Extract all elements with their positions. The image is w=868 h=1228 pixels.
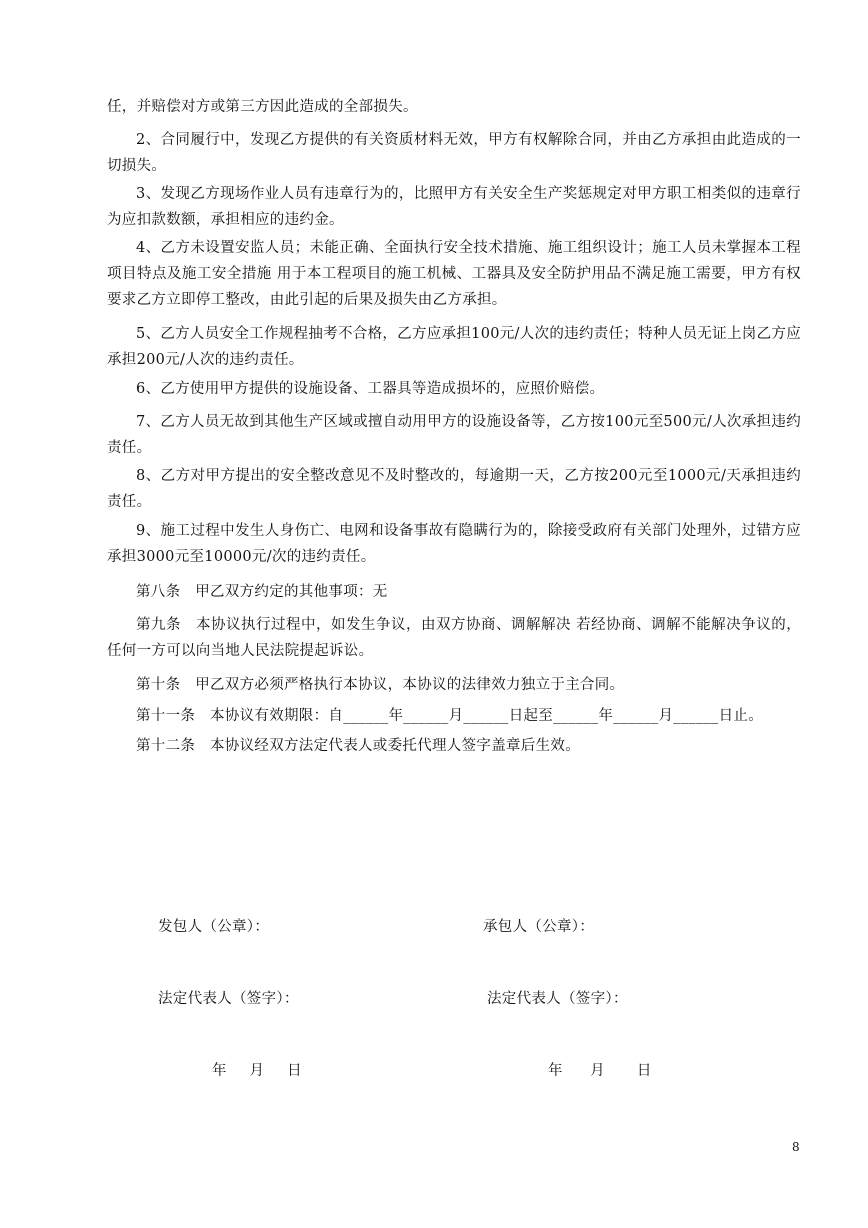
contractor-seal-label: 承包人（公章）：	[483, 919, 595, 935]
employer-representative-label: 法定代表人（签字）：	[158, 991, 299, 1007]
clause-4: 4、乙方未设置安监人员；未能正确、全面执行安全技术措施、施工组织设计；施工人员未掌握本工程项目特点及施工安全措施 用于本工程项目的施工机械、工器具及安全防护用品不满足施工需要，甲方有权要求乙方立即停工整改，由此引起的后果及损失由乙方承担。	[107, 240, 801, 308]
clause-8: 8、乙方对甲方提出的安全整改意见不及时整改的，每逾期一天，乙方按200元至1000元/天承担违约责任。	[107, 468, 801, 510]
article-10: 第十条 甲乙双方必须严格执行本协议，本协议的法律效力独立于主合同。	[136, 677, 625, 693]
paragraph-continuation: 任，并赔偿对方或第三方因此造成的全部损失。	[107, 99, 418, 115]
article-11: 第十一条 本协议有效期限：自______年______月______日起至______年______月______日止。	[136, 708, 763, 724]
contractor-representative-label: 法定代表人（签字）：	[487, 991, 628, 1007]
article-9: 第九条 本协议执行过程中，如发生争议，由双方协商、调解解决 若经协商、调解不能解决争议的，任何一方可以向当地人民法院提起诉讼。	[107, 617, 801, 659]
page-number: 8	[792, 1140, 800, 1154]
clause-2: 2、合同履行中，发现乙方提供的有关资质材料无效，甲方有权解除合同，并由乙方承担由此造成的一切损失。	[107, 132, 801, 174]
clause-6: 6、乙方使用甲方提供的设施设备、工器具等造成损坏的，应照价赔偿。	[136, 381, 605, 397]
contractor-date: 年 月 日	[548, 1063, 652, 1079]
clause-5: 5、乙方人员安全工作规程抽考不合格，乙方应承担100元/人次的违约责任；特种人员无证上岗乙方应承担200元/人次的违约责任。	[107, 326, 801, 368]
article-8: 第八条 甲乙双方约定的其他事项：无	[136, 584, 388, 600]
article-12: 第十二条 本协议经双方法定代表人或委托代理人签字盖章后生效。	[136, 738, 580, 754]
clause-9: 9、施工过程中发生人身伤亡、电网和设备事故有隐瞒行为的，除接受政府有关部门处理外，过错方应承担3000元至10000元/次的违约责任。	[107, 523, 801, 565]
clause-3: 3、发现乙方现场作业人员有违章行为的，比照甲方有关安全生产奖惩规定对甲方职工相类似的违章行为应扣款数额，承担相应的违约金。	[107, 186, 801, 228]
clause-7: 7、乙方人员无故到其他生产区域或擅自动用甲方的设施设备等，乙方按100元至500元/人次承担违约责任。	[107, 414, 801, 456]
employer-seal-label: 发包人（公章）：	[158, 919, 270, 935]
employer-date: 年 月 日	[212, 1063, 302, 1079]
